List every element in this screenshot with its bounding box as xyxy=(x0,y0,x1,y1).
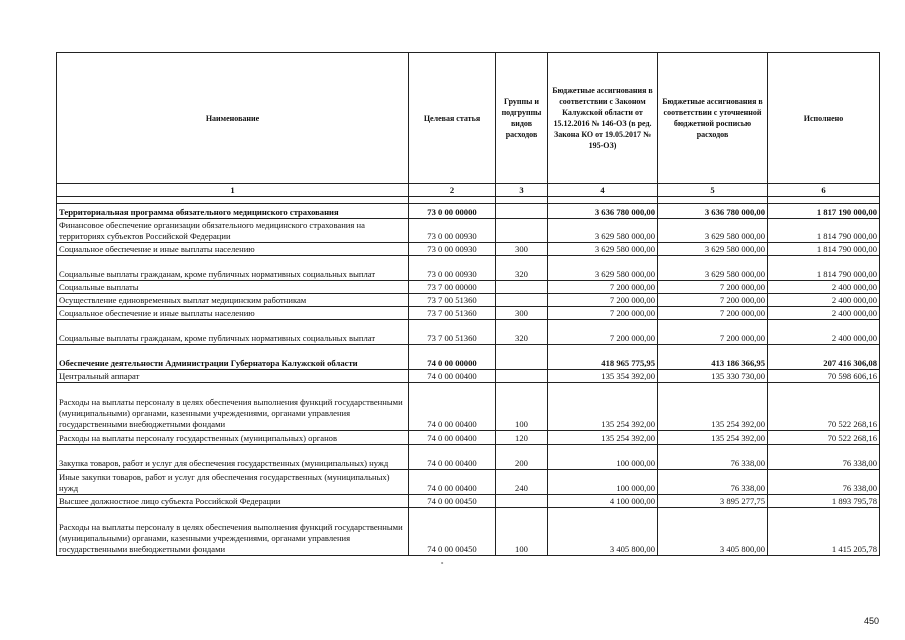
table-row xyxy=(57,383,880,431)
header-executed: Исполнено xyxy=(768,53,880,184)
table-row xyxy=(57,307,880,320)
row-name: Социальное обеспечение и иные выплаты населению xyxy=(57,307,409,320)
row-executed-amount: 2 400 000,00 xyxy=(768,281,880,294)
row-name: Социальные выплаты гражданам, кроме публичных нормативных социальных выплат xyxy=(57,320,409,345)
row-name: Высшее должностное лицо субъекта Российской Федерации xyxy=(57,495,409,508)
row-refined-amount: 3 636 780 000,00 xyxy=(658,204,768,219)
row-law-amount: 135 354 392,00 xyxy=(548,370,658,383)
header-row xyxy=(57,53,880,184)
column-number: 3 xyxy=(496,184,548,197)
row-target-code: 74 0 00 00400 xyxy=(409,383,496,431)
row-executed-amount: 76 338,00 xyxy=(768,445,880,470)
header-refined: Бюджетные ассигнования в соответствии с уточненной бюджетной росписью расходов xyxy=(658,53,768,184)
row-law-amount: 4 100 000,00 xyxy=(548,495,658,508)
row-target-code: 73 0 00 00930 xyxy=(409,219,496,243)
table-row xyxy=(57,345,880,370)
row-name: Финансовое обеспечение организации обязательного медицинского страхования на территориях субъектов Российской Федерации xyxy=(57,219,409,243)
row-law-amount: 7 200 000,00 xyxy=(548,294,658,307)
row-group-code xyxy=(496,495,548,508)
table-row xyxy=(57,495,880,508)
row-target-code: 74 0 00 00450 xyxy=(409,508,496,556)
row-group-code: 300 xyxy=(496,243,548,256)
row-law-amount: 7 200 000,00 xyxy=(548,307,658,320)
row-refined-amount: 3 405 800,00 xyxy=(658,508,768,556)
row-law-amount: 3 629 580 000,00 xyxy=(548,256,658,281)
table-row xyxy=(57,219,880,243)
row-target-code: 74 0 00 00400 xyxy=(409,445,496,470)
table-row xyxy=(57,294,880,307)
row-name: Обеспечение деятельности Администрации Губернатора Калужской области xyxy=(57,345,409,370)
row-target-code: 73 7 00 51360 xyxy=(409,320,496,345)
row-executed-amount: 76 338,00 xyxy=(768,470,880,495)
row-executed-amount: 1 817 190 000,00 xyxy=(768,204,880,219)
budget-table xyxy=(56,52,880,556)
header-groups: Группы и подгруппы видов расходов xyxy=(496,53,548,184)
row-target-code: 73 7 00 51360 xyxy=(409,294,496,307)
row-name: Социальное обеспечение и иные выплаты населению xyxy=(57,243,409,256)
column-number: 4 xyxy=(548,184,658,197)
table-row xyxy=(57,431,880,445)
row-target-code: 74 0 00 00400 xyxy=(409,470,496,495)
column-number: 6 xyxy=(768,184,880,197)
table-row xyxy=(57,445,880,470)
row-law-amount: 7 200 000,00 xyxy=(548,320,658,345)
row-target-code: 74 0 00 00400 xyxy=(409,431,496,445)
spacer-row xyxy=(57,197,880,204)
table-row xyxy=(57,320,880,345)
row-target-code: 73 7 00 00000 xyxy=(409,281,496,294)
row-refined-amount: 135 254 392,00 xyxy=(658,383,768,431)
column-number: 5 xyxy=(658,184,768,197)
row-law-amount: 100 000,00 xyxy=(548,470,658,495)
row-refined-amount: 76 338,00 xyxy=(658,470,768,495)
row-target-code: 73 0 00 00000 xyxy=(409,204,496,219)
row-group-code xyxy=(496,219,548,243)
row-executed-amount: 2 400 000,00 xyxy=(768,307,880,320)
row-group-code xyxy=(496,204,548,219)
row-refined-amount: 7 200 000,00 xyxy=(658,320,768,345)
row-target-code: 74 0 00 00000 xyxy=(409,345,496,370)
row-executed-amount: 207 416 306,08 xyxy=(768,345,880,370)
row-refined-amount: 76 338,00 xyxy=(658,445,768,470)
page-number: 450 xyxy=(863,616,879,626)
row-group-code xyxy=(496,281,548,294)
row-law-amount: 7 200 000,00 xyxy=(548,281,658,294)
header-name: Наименование xyxy=(57,53,409,184)
row-name: Территориальная программа обязательного медицинского страхования xyxy=(57,204,409,219)
row-executed-amount: 70 598 606,16 xyxy=(768,370,880,383)
row-name: Иные закупки товаров, работ и услуг для обеспечения государственных (муниципальных) нужд xyxy=(57,470,409,495)
row-refined-amount: 7 200 000,00 xyxy=(658,294,768,307)
column-number-row xyxy=(57,184,880,197)
row-executed-amount: 1 814 790 000,00 xyxy=(768,219,880,243)
row-law-amount: 3 629 580 000,00 xyxy=(548,243,658,256)
row-executed-amount: 1 814 790 000,00 xyxy=(768,256,880,281)
row-executed-amount: 2 400 000,00 xyxy=(768,320,880,345)
row-name: Расходы на выплаты персоналу в целях обеспечения выполнения функций государственными (муниципальными) органами, казенными учреждениями, органами управления государственными внебюджетными фондами xyxy=(57,383,409,431)
row-group-code: 320 xyxy=(496,256,548,281)
row-refined-amount: 413 186 366,95 xyxy=(658,345,768,370)
row-group-code: 240 xyxy=(496,470,548,495)
row-refined-amount: 3 629 580 000,00 xyxy=(658,243,768,256)
row-group-code: 120 xyxy=(496,431,548,445)
row-executed-amount: 1 415 205,78 xyxy=(768,508,880,556)
row-target-code: 73 7 00 51360 xyxy=(409,307,496,320)
row-group-code xyxy=(496,370,548,383)
table-row xyxy=(57,508,880,556)
row-target-code: 73 0 00 00930 xyxy=(409,243,496,256)
row-law-amount: 3 636 780 000,00 xyxy=(548,204,658,219)
table-row xyxy=(57,470,880,495)
row-refined-amount: 3 895 277,75 xyxy=(658,495,768,508)
row-target-code: 73 0 00 00930 xyxy=(409,256,496,281)
row-name: Расходы на выплаты персоналу в целях обеспечения выполнения функций государственными (муниципальными) органами, казенными учреждениями, органами управления государственными внебюджетными фондами xyxy=(57,508,409,556)
row-group-code: 100 xyxy=(496,508,548,556)
row-name: Центральный аппарат xyxy=(57,370,409,383)
row-target-code: 74 0 00 00450 xyxy=(409,495,496,508)
row-executed-amount: 70 522 268,16 xyxy=(768,431,880,445)
row-law-amount: 100 000,00 xyxy=(548,445,658,470)
table-row xyxy=(57,256,880,281)
row-law-amount: 3 629 580 000,00 xyxy=(548,219,658,243)
table-row xyxy=(57,281,880,294)
row-group-code xyxy=(496,345,548,370)
row-refined-amount: 135 254 392,00 xyxy=(658,431,768,445)
row-group-code xyxy=(496,294,548,307)
row-target-code: 74 0 00 00400 xyxy=(409,370,496,383)
row-executed-amount: 2 400 000,00 xyxy=(768,294,880,307)
row-law-amount: 418 965 775,95 xyxy=(548,345,658,370)
column-number: 1 xyxy=(57,184,409,197)
column-number: 2 xyxy=(409,184,496,197)
row-law-amount: 3 405 800,00 xyxy=(548,508,658,556)
row-refined-amount: 3 629 580 000,00 xyxy=(658,256,768,281)
row-refined-amount: 135 330 730,00 xyxy=(658,370,768,383)
table-row xyxy=(57,243,880,256)
row-name: Закупка товаров, работ и услуг для обеспечения государственных (муниципальных) нужд xyxy=(57,445,409,470)
row-refined-amount: 7 200 000,00 xyxy=(658,281,768,294)
row-group-code: 320 xyxy=(496,320,548,345)
row-law-amount: 135 254 392,00 xyxy=(548,431,658,445)
row-name: Социальные выплаты гражданам, кроме публичных нормативных социальных выплат xyxy=(57,256,409,281)
row-group-code: 100 xyxy=(496,383,548,431)
row-executed-amount: 1 893 795,78 xyxy=(768,495,880,508)
header-target: Целевая статья xyxy=(409,53,496,184)
table-row xyxy=(57,204,880,219)
row-name: Осуществление единовременных выплат медицинским работникам xyxy=(57,294,409,307)
header-law: Бюджетные ассигнования в соответствии с Законом Калужской области от 15.12.2016 № 146-ОЗ (в ред. Закона КО от 19.05.2017 № 195-ОЗ) xyxy=(548,53,658,184)
row-name: Расходы на выплаты персоналу государственных (муниципальных) органов xyxy=(57,431,409,445)
row-law-amount: 135 254 392,00 xyxy=(548,383,658,431)
row-group-code: 200 xyxy=(496,445,548,470)
table-row xyxy=(57,370,880,383)
speck-mark: ° xyxy=(441,562,444,568)
row-executed-amount: 70 522 268,16 xyxy=(768,383,880,431)
row-name: Социальные выплаты xyxy=(57,281,409,294)
row-refined-amount: 3 629 580 000,00 xyxy=(658,219,768,243)
row-group-code: 300 xyxy=(496,307,548,320)
row-refined-amount: 7 200 000,00 xyxy=(658,307,768,320)
row-executed-amount: 1 814 790 000,00 xyxy=(768,243,880,256)
